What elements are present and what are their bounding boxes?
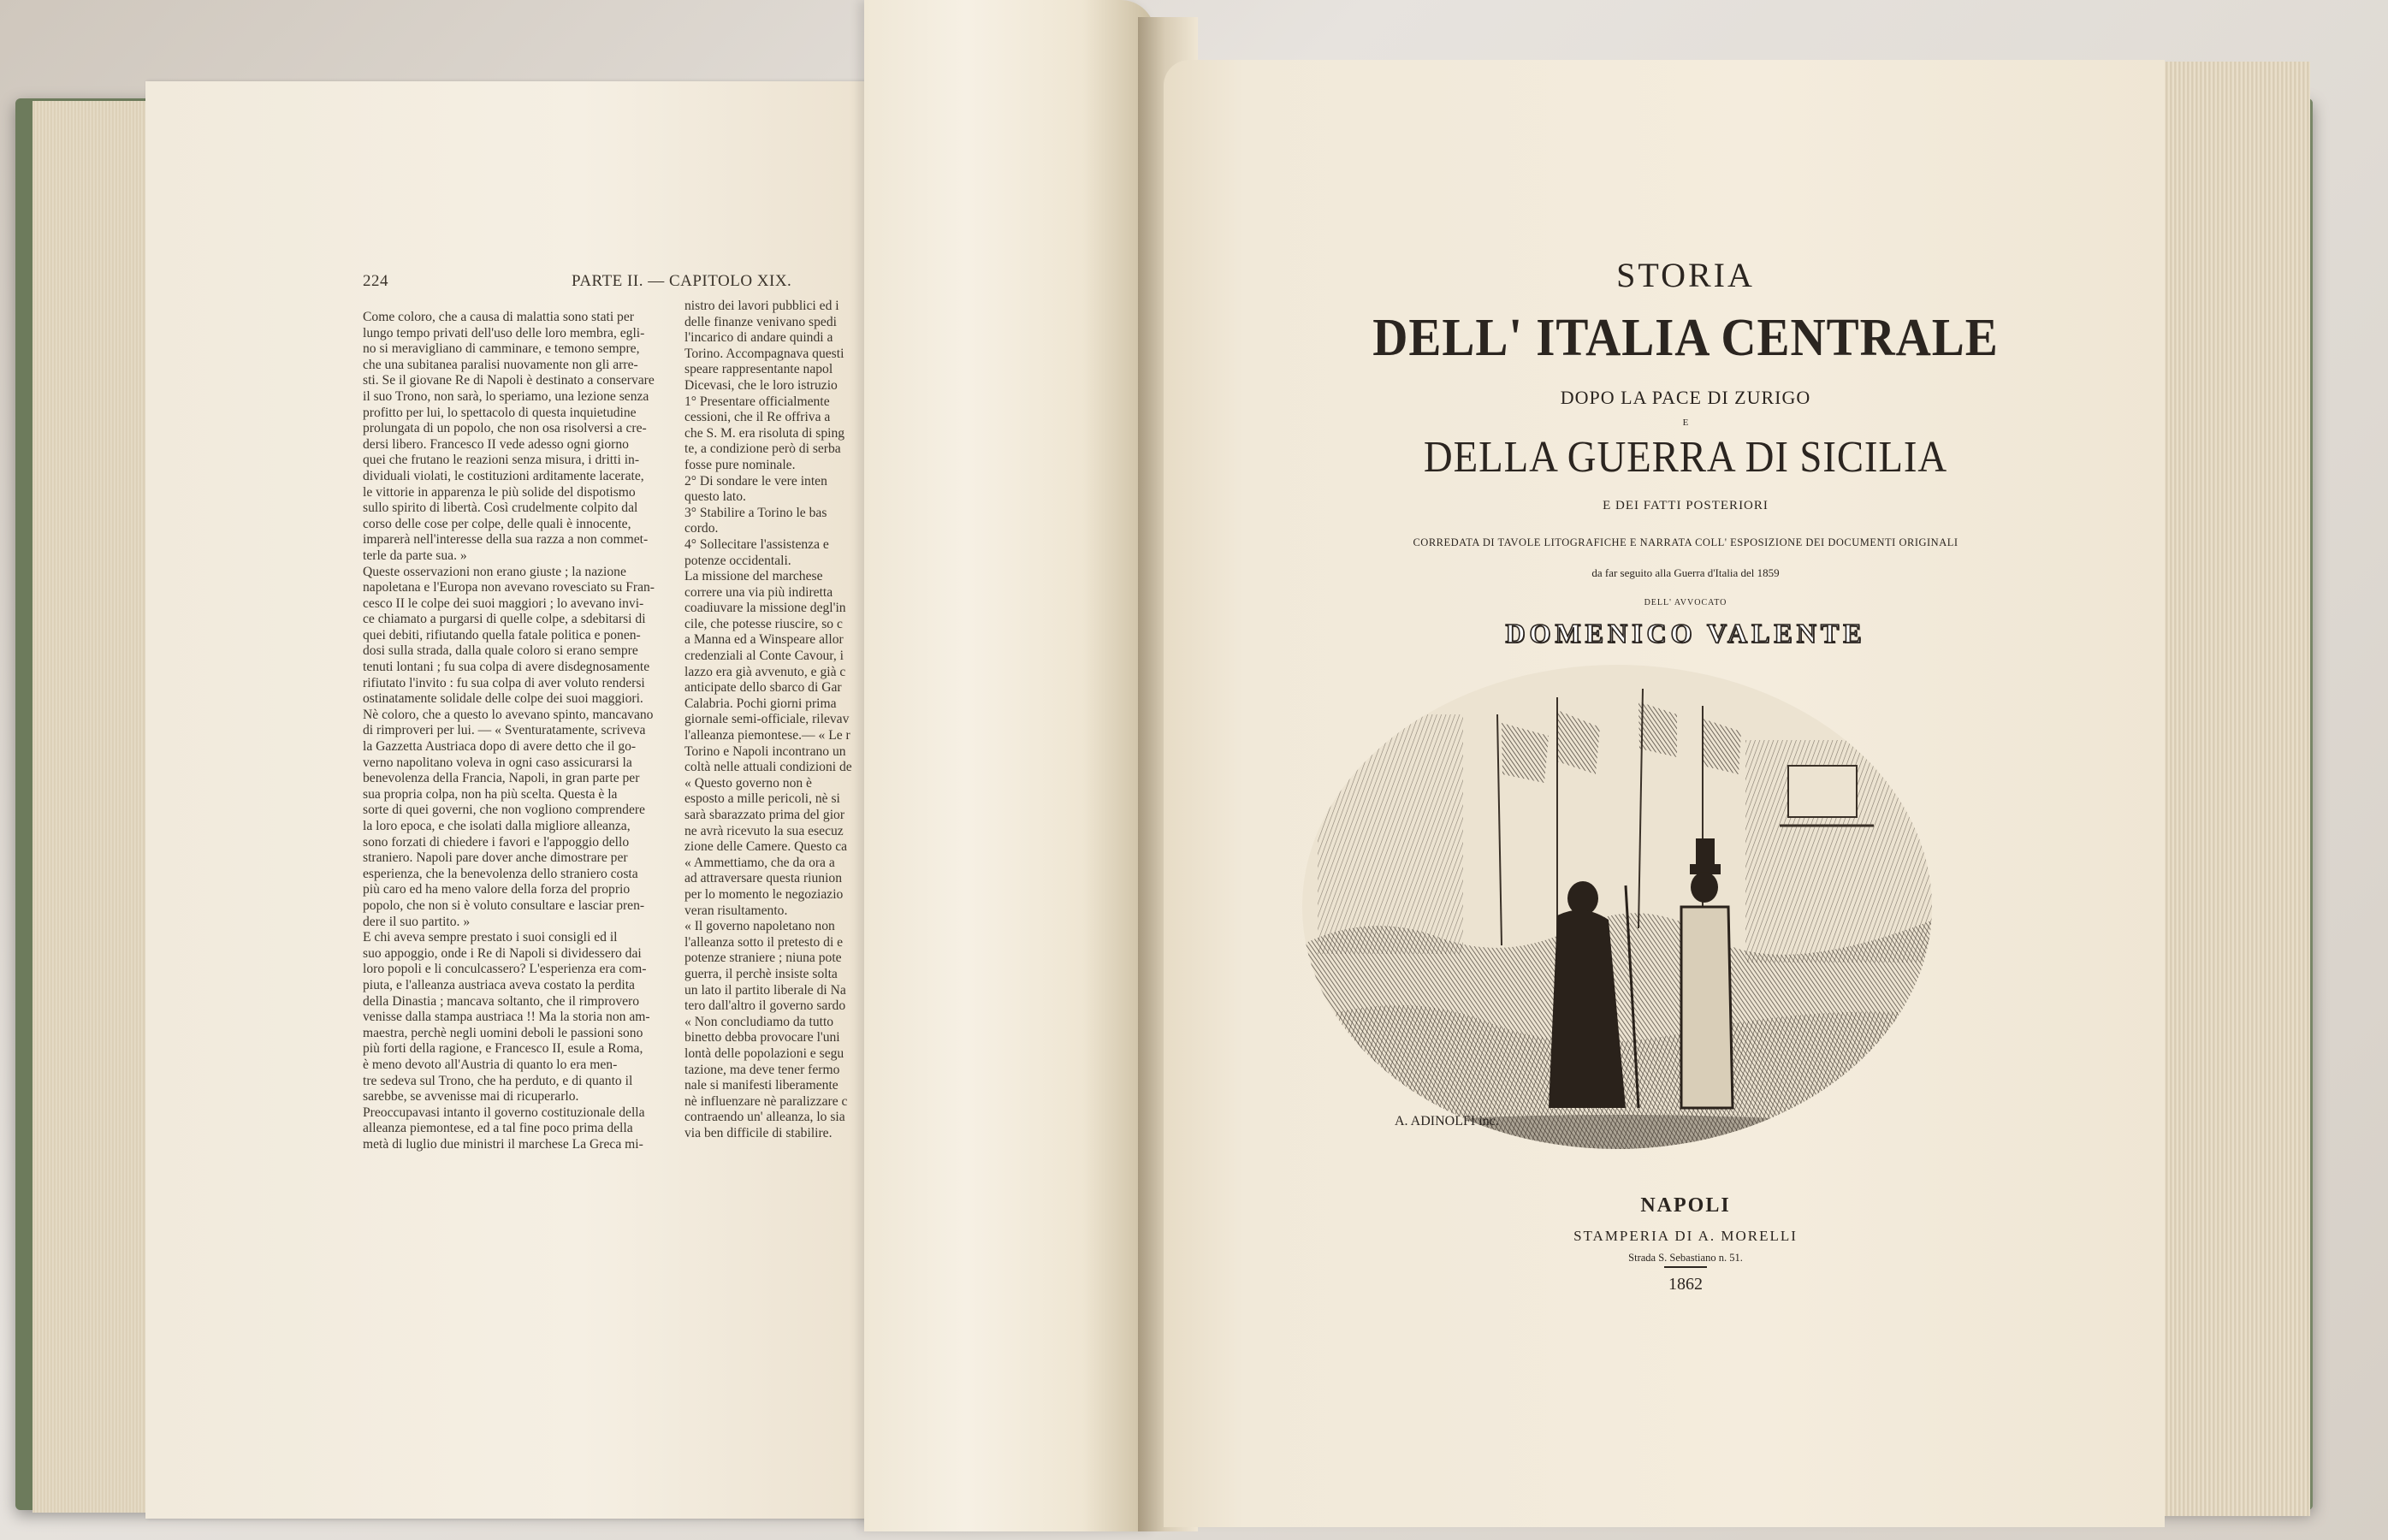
text-line: dere il suo partito. » bbox=[363, 914, 471, 929]
text-line: popolo, che non si è voluto consultare e lasciar pren- bbox=[363, 897, 645, 913]
text-line: la Gazzetta Austriaca dopo di avere detto che il go- bbox=[363, 739, 637, 755]
subtitle-dopo: DOPO LA PACE DI ZURIGO bbox=[1560, 387, 1811, 408]
text-line: anticipate dello sbarco di Gar bbox=[684, 680, 842, 696]
imprint-city: NAPOLI bbox=[1640, 1194, 1731, 1217]
text-line: sarebbe, se avvenisse mai di ricuperarlo. bbox=[363, 1089, 579, 1105]
text-line: sti. Se il giovane Re di Napoli è destinato a conservare bbox=[363, 373, 655, 388]
text-line: coadiuvare la missione degl'in bbox=[684, 601, 846, 616]
text-line: napoletana e l'Europa non avevano rovesciato su Fran- bbox=[363, 580, 655, 595]
text-line: via ben difficile di stabilire. bbox=[684, 1125, 833, 1140]
text-line: Nè coloro, che a questo lo avevano spinto, mancavano bbox=[363, 707, 654, 722]
text-column-2 bbox=[684, 299, 861, 1141]
page-number: 224 bbox=[363, 272, 388, 290]
subtitle-fatti: E DEI FATTI POSTERIORI bbox=[1603, 499, 1769, 512]
text-line: E chi aveva sempre prestato i suoi consigli ed il bbox=[363, 930, 618, 945]
engraver-signature: A. ADINOLFI inc. bbox=[1395, 1114, 1499, 1128]
text-line: sua propria colpa, non ha più scelta. Questa è la bbox=[363, 786, 618, 802]
text-line: il suo Trono, non sarà, lo speriamo, una lezione senza bbox=[363, 388, 649, 404]
text-line: Dicevasi, che le loro istruzio bbox=[684, 377, 838, 393]
text-line: 1° Presentare officialmente bbox=[684, 394, 830, 409]
text-line: dosi sulla strada, dalla quale coloro si erano sempre bbox=[363, 643, 638, 659]
text-line: corso delle cose per colpe, delle quali è innocente, bbox=[363, 516, 631, 531]
text-line: loro popoli e li conculcassero? L'esperienza era com- bbox=[363, 962, 647, 977]
text-line: « Non concludiamo da tutto bbox=[684, 1014, 834, 1029]
text-line: l'alleanza sotto il pretesto di e bbox=[684, 934, 844, 950]
text-line: a Manna ed a Winspeare allor bbox=[684, 632, 844, 648]
text-line: 2° Di sondare le vere inten bbox=[684, 473, 827, 489]
text-line: esposto a mille pericoli, nè si bbox=[684, 791, 840, 807]
text-line: è meno devoto all'Austria di quanto lo era men- bbox=[363, 1057, 618, 1072]
text-line: nè influenzare nè paralizzare c bbox=[684, 1093, 848, 1109]
text-line: che una subitanea paralisi nuovamente non gli arre- bbox=[363, 357, 638, 372]
text-line: fosse pure nominale. bbox=[684, 457, 796, 472]
text-line: guerra, il perchè insiste solta bbox=[684, 966, 838, 981]
text-line: te, a condizione però di serba bbox=[684, 441, 841, 457]
text-line: lungo tempo privati dell'uso delle loro membra, egli- bbox=[363, 325, 645, 341]
text-line: sarà sbarazzato prima del gior bbox=[684, 808, 845, 822]
text-line: di rimproveri per lui. — « Sventuratamente, scriveva bbox=[363, 723, 646, 738]
text-line: tazione, ma deve tener fermo bbox=[684, 1062, 840, 1077]
text-line: la loro epoca, e che isolati dalla migliore alleanza, bbox=[363, 819, 631, 833]
text-line: cesco II le colpe dei suoi maggiori ; lo avevano invi- bbox=[363, 595, 644, 611]
text-line: « Questo governo non è bbox=[684, 775, 812, 791]
text-line: metà di luglio due ministri il marchese La Greca mi- bbox=[363, 1136, 643, 1152]
text-line: nale si manifesti liberamente bbox=[684, 1078, 838, 1093]
text-line: terle da parte sua. » bbox=[363, 548, 467, 563]
text-line: le vittorie in apparenza le più solide del dispotismo bbox=[363, 484, 636, 500]
text-line: contraendo un' alleanza, lo sia bbox=[684, 1110, 845, 1125]
text-line: che S. M. era risoluta di sping bbox=[684, 425, 845, 441]
text-line: giornale semi-officiale, rilevav bbox=[684, 712, 850, 727]
running-head: PARTE II. — CAPITOLO XIX. bbox=[572, 272, 792, 290]
text-line: l'incarico di andare quindi a bbox=[684, 330, 833, 346]
text-line: prolungata di un popolo, che non osa risolversi a cre- bbox=[363, 421, 647, 436]
text-line: cile, che potesse riuscire, so c bbox=[684, 616, 843, 631]
text-line: esperienza, che la benevolenza dello straniero costa bbox=[363, 866, 638, 881]
text-line: credenziali al Conte Cavour, i bbox=[684, 649, 844, 664]
text-line: potenze straniere ; niuna pote bbox=[684, 951, 842, 966]
text-column-1 bbox=[363, 310, 667, 1152]
text-line: « Ammettiamo, che da ora a bbox=[684, 855, 835, 870]
text-line: quei che frutano le reazioni senza misura, i dritti in- bbox=[363, 453, 640, 468]
text-line: zione delle Camere. Questo ca bbox=[684, 839, 848, 855]
text-line: ad attraversare questa riunion bbox=[684, 871, 843, 886]
title-main: DELL' ITALIA CENTRALE bbox=[1372, 309, 1999, 367]
text-line: quei debiti, rifiutando quella fatale politica e ponen- bbox=[363, 627, 641, 643]
text-line: della Dinastia ; mancava soltanto, che il rimprovero bbox=[363, 993, 640, 1009]
text-line: veran risultamento. bbox=[684, 903, 788, 918]
engraving-illustration bbox=[1301, 663, 1934, 1151]
text-line: Torino. Accompagnava questi bbox=[684, 346, 844, 361]
text-line: La missione del marchese bbox=[684, 569, 823, 584]
imprint-address: Strada S. Sebastiano n. 51. bbox=[1628, 1252, 1743, 1264]
text-line: 4° Sollecitare l'assistenza e bbox=[684, 536, 829, 552]
text-line: sullo spirito di libertà. Così crudelmente colpito dal bbox=[363, 500, 638, 516]
text-line: Come coloro, che a causa di malattia sono stati per bbox=[363, 310, 634, 324]
author-name: DOMENICO VALENTE bbox=[1505, 618, 1866, 649]
subtitle-conjunction: E bbox=[1682, 418, 1689, 428]
text-line: tero dall'altro il governo sardo bbox=[684, 998, 846, 1014]
imprint-rule bbox=[1664, 1266, 1707, 1268]
text-line: cessioni, che il Re offriva a bbox=[684, 410, 831, 425]
text-line: l'alleanza piemontese.— « Le r bbox=[684, 728, 850, 743]
text-line: più forti della ragione, e Francesco II, esule a Roma, bbox=[363, 1041, 643, 1057]
subtitle-seguito: da far seguito alla Guerra d'Italia del 1859 bbox=[1591, 566, 1780, 579]
text-line: rifiutato l'invito : fu sua colpa di aver voluto rendersi bbox=[363, 675, 645, 690]
text-line: nistro dei lavori pubblici ed i bbox=[684, 299, 839, 313]
text-line: potenze occidentali. bbox=[684, 553, 791, 568]
imprint-year: 1862 bbox=[1668, 1275, 1703, 1294]
text-line: sono forzati di chiedere i favori e l'appoggio dello bbox=[363, 834, 630, 850]
title-guerra: DELLA GUERRA DI SICILIA bbox=[1423, 433, 1948, 482]
text-line: ne avrà ricevuto la sua esecuz bbox=[684, 823, 844, 838]
author-prefix: DELL' AVVOCATO bbox=[1644, 598, 1727, 607]
text-line: Torino e Napoli incontrano un bbox=[684, 743, 846, 759]
text-line: binetto debba provocare l'uni bbox=[684, 1030, 840, 1045]
text-line: un lato il partito liberale di Na bbox=[684, 982, 846, 998]
text-line: ostinatamente solidale delle colpe dei suoi maggiori. bbox=[363, 691, 643, 707]
text-line: tenuti lontani ; fu sua colpa di avere disdegnosamente bbox=[363, 660, 650, 675]
turning-page[interactable] bbox=[864, 0, 1155, 1531]
text-line: più caro ed ha meno valore della forza del proprio bbox=[363, 882, 631, 897]
text-line: Preoccupavasi intanto il governo costituzionale della bbox=[363, 1105, 645, 1120]
imprint-printer: STAMPERIA DI A. MORELLI bbox=[1573, 1228, 1798, 1244]
text-line: lontà delle popolazioni e segu bbox=[684, 1045, 844, 1061]
text-line: no si meravigliano di camminare, e temono sempre, bbox=[363, 341, 640, 357]
text-line: dividuali violati, le costituzioni arditamente lacerate, bbox=[363, 468, 644, 483]
text-line: verno napolitano voleva in ogni caso assicurarsi la bbox=[363, 755, 632, 770]
right-page-stack bbox=[2148, 62, 2310, 1516]
text-line: dersi libero. Francesco II vede adesso ogni giorno bbox=[363, 436, 629, 452]
title-storia: STORIA bbox=[1616, 256, 1755, 294]
text-line: profitto per lui, lo spettacolo di questa inquietudine bbox=[363, 405, 637, 420]
text-line: questo lato. bbox=[684, 489, 746, 505]
text-line: lazzo era già avvenuto, e già c bbox=[684, 664, 846, 679]
text-line: suo appoggio, onde i Re di Napoli si dividessero dai bbox=[363, 945, 642, 961]
text-line: cordo. bbox=[684, 521, 719, 536]
text-line: venisse dalla stampa austriaca !! Ma la storia non am- bbox=[363, 1010, 650, 1025]
text-line: tre sedeva sul Trono, che ha perduto, e di quanto il bbox=[363, 1073, 633, 1088]
text-line: 3° Stabilire a Torino le bas bbox=[684, 505, 827, 520]
text-line: delle finanze venivano spedi bbox=[684, 314, 837, 329]
text-line: coltà nelle attuali condizioni de bbox=[684, 760, 852, 775]
text-line: straniero. Napoli pare dover anche dimostrare per bbox=[363, 850, 628, 866]
text-line: per lo momento le negoziazio bbox=[684, 886, 844, 902]
text-line: sorte di quei governi, che non vogliono comprendere bbox=[363, 803, 645, 818]
subtitle-corredata: CORREDATA DI TAVOLE LITOGRAFICHE E NARRATA COLL' ESPOSIZIONE DEI DOCUMENTI ORIGINALI bbox=[1413, 536, 1958, 548]
text-line: piuta, e l'alleanza austriaca aveva costato la perdita bbox=[363, 977, 635, 992]
text-line: ce chiamato a purgarsi di quelle colpe, a sdebitarsi di bbox=[363, 612, 646, 627]
text-line: Queste osservazioni non erano giuste ; la nazione bbox=[363, 564, 626, 579]
text-line: benevolenza della Francia, Napoli, in gran parte per bbox=[363, 771, 640, 786]
text-line: Calabria. Pochi giorni prima bbox=[684, 696, 837, 711]
text-line: alleanza piemontese, ed a tal fine poco prima della bbox=[363, 1121, 633, 1136]
text-line: « Il governo napoletano non bbox=[684, 919, 835, 934]
text-line: imparerà nell'interesse della sua razza a non commet- bbox=[363, 532, 649, 548]
text-line: speare rappresentante napol bbox=[684, 362, 833, 377]
text-line: correre una via più indiretta bbox=[684, 584, 833, 600]
text-line: maestra, perchè negli uomini deboli le passioni sono bbox=[363, 1025, 643, 1040]
